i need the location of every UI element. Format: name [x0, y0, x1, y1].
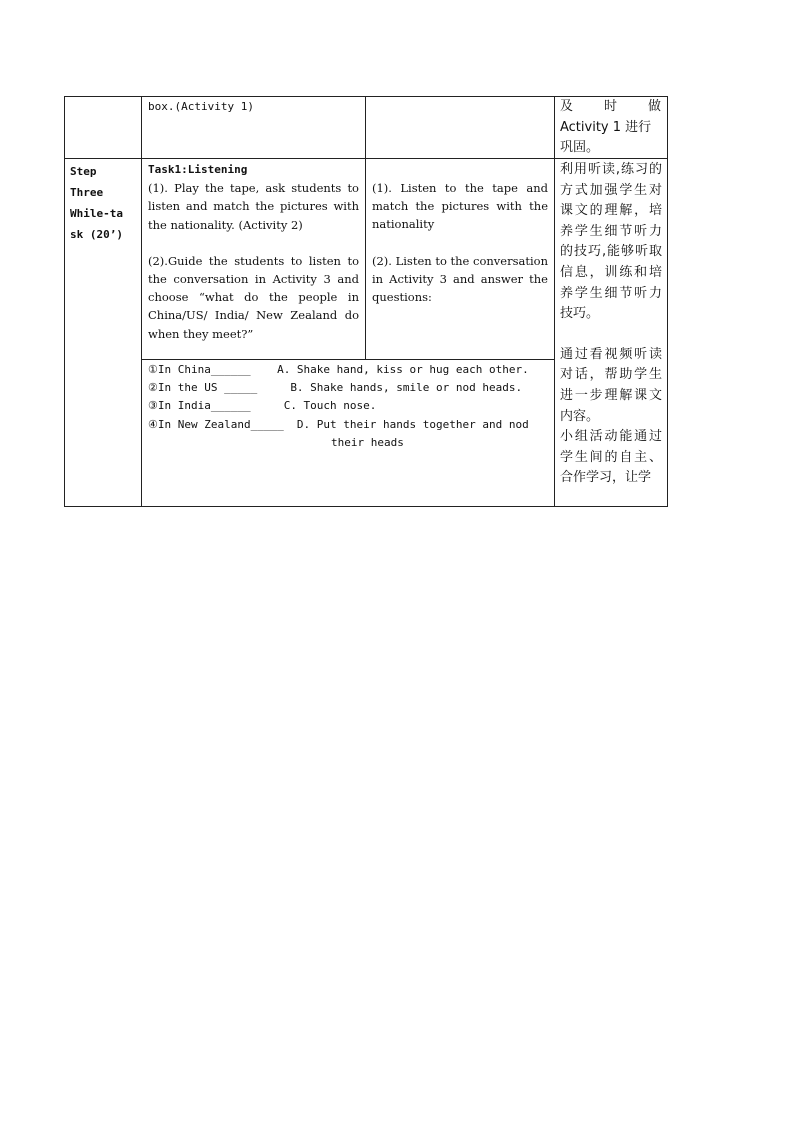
inner-divider	[141, 359, 555, 360]
match-row-tail: their heads	[331, 435, 404, 449]
table-border-left	[64, 96, 65, 507]
student-step2: (2). Listen to the conversation in Activity 3 and answer the questions:	[372, 253, 548, 305]
teacher-activity-cell	[148, 161, 359, 343]
step-cell	[70, 161, 138, 245]
row1-purpose-line1: 及 时 做	[560, 99, 661, 114]
step-line3: While-ta	[70, 207, 123, 220]
row1-teacher-text: box.(Activity 1)	[148, 100, 254, 113]
matching-exercise	[148, 361, 550, 452]
row1-purpose-line2: Activity 1 进行	[560, 119, 652, 135]
step-line1: Step	[70, 165, 97, 178]
row1-purpose-line3: 巩固。	[560, 140, 600, 156]
student-activity-cell	[372, 179, 548, 306]
column-divider-1	[141, 96, 142, 507]
match-row-china: ①In China______ A. Shake hand, kiss or hug each other.	[148, 363, 529, 376]
purpose-para3: 小组活动能通过学生间的自主、合作学习，让学	[560, 429, 662, 486]
purpose-para1: 利用听读,练习的方式加强学生对课文的理解，培养学生细节听力的技巧,能够听取信息，训练和培养学生细节听力技巧。	[560, 162, 662, 322]
table-border-right	[667, 96, 668, 507]
match-row-newzealand: ④In New Zealand_____ D. Put their hands together and nod	[148, 417, 529, 431]
teacher-step2: (2).Guide the students to listen to the conversation in Activity 3 and choose “what do the people in China/US/ India/ New Zealand do when they meet?”	[148, 253, 359, 341]
purpose-cell	[560, 160, 662, 489]
task-title: Task1:Listening	[148, 163, 248, 176]
table-border-bottom	[64, 506, 668, 507]
match-row-us: ②In the US _____ B. Shake hands, smile or nod heads.	[148, 381, 523, 395]
purpose-para2: 通过看视频听读对话，帮助学生进一步理解课文内容。	[560, 346, 662, 424]
student-step1: (1). Listen to the tape and match the pictures with the nationality	[372, 181, 548, 232]
teacher-step1: (1). Play the tape, ask students to listen and match the pictures with the nationality. (Activity 2)	[148, 181, 359, 232]
step-line2: Three	[70, 186, 104, 199]
column-divider-2-top	[365, 96, 366, 360]
row1-teacher-cell	[148, 98, 360, 116]
column-divider-3	[554, 96, 555, 507]
row1-purpose-cell	[560, 97, 661, 159]
match-row-india: ③In India______ C. Touch nose.	[148, 399, 377, 413]
step-line4: sk (20’)	[70, 228, 123, 241]
